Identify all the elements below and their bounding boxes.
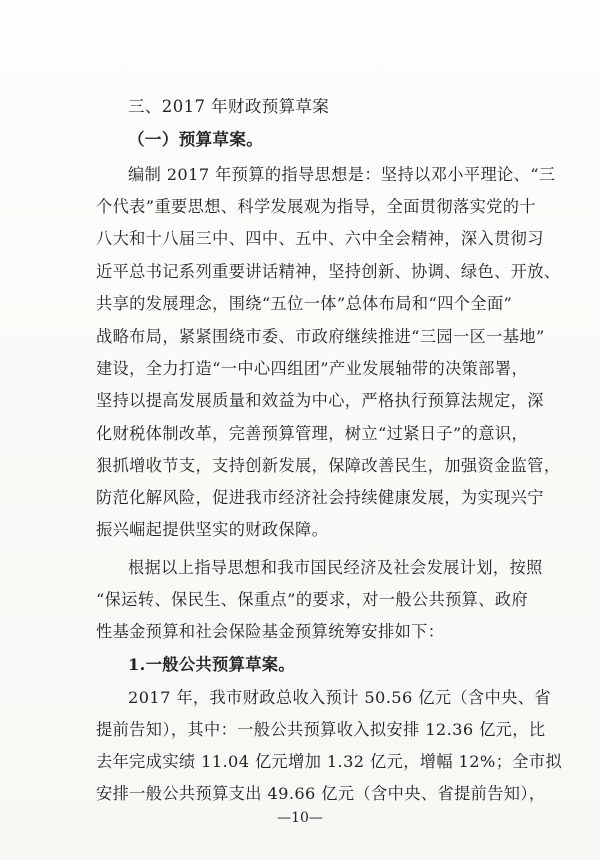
paragraph-line: 根据以上指导思想和我市国民经济及社会发展计划，按照 [128,558,543,577]
paragraph-line: 战略布局，紧紧围绕市委、市政府继续推进“三园一区一基地” [96,327,545,346]
paragraph-line: 八大和十八届三中、四中、五中、六中全会精神，深入贯彻习 [96,229,544,248]
subheading: （一）预算草案。 [128,130,264,149]
paragraph-line: 共享的发展理念，围绕“五位一体”总体布局和“四个全面” [96,294,513,313]
paragraph-line: 编制 2017 年预算的指导思想是：坚持以邓小平理论、“三 [128,165,556,184]
paragraph-line: 振兴崛起提供坚实的财政保障。 [96,520,329,539]
paragraph-line: 提前告知），其中：一般公共预算收入拟安排 12.36 亿元，比 [96,720,546,739]
paragraph-line: 2017 年，我市财政总收入预计 50.56 亿元（含中央、省 [128,688,551,707]
paragraph-line: 狠抓增收节支，支持创新发展，保障改善民生，加强资金监管， [96,456,561,475]
paragraph-line: 性基金预算和社会保险基金预算统筹安排如下： [96,622,445,641]
section-heading: 三、2017 年财政预算草案 [128,97,330,116]
paragraph-line: 个代表”重要思想、科学发展观为指导，全面贯彻落实党的十 [96,197,536,216]
paragraph-line: “保运转、保民生、保重点”的要求，对一般公共预算、政府 [96,590,529,609]
page-number: —10— [277,810,323,826]
paragraph-line: 坚持以提高发展质量和效益为中心，严格执行预算法规定，深 [96,391,544,410]
paragraph-line: 安排一般公共预算支出 49.66 亿元（含中央、省提前告知）， [96,784,546,803]
paragraph-line: 化财税体制改革，完善预算管理，树立“过紧日子”的意识， [96,424,529,443]
paragraph-line: 建设，全力打造“一中心四组团”产业发展轴带的决策部署， [96,359,529,378]
paragraph-line: 近平总书记系列重要讲话精神，坚持创新、协调、绿色、开放、 [96,262,561,281]
subsection-heading: 1.一般公共预算草案。 [128,655,295,674]
paragraph-line: 去年完成实绩 11.04 亿元增加 1.32 亿元，增幅 12%；全市拟 [96,752,563,771]
paragraph-line: 防范化解风险，促进我市经济社会持续健康发展，为实现兴宁 [96,488,544,507]
